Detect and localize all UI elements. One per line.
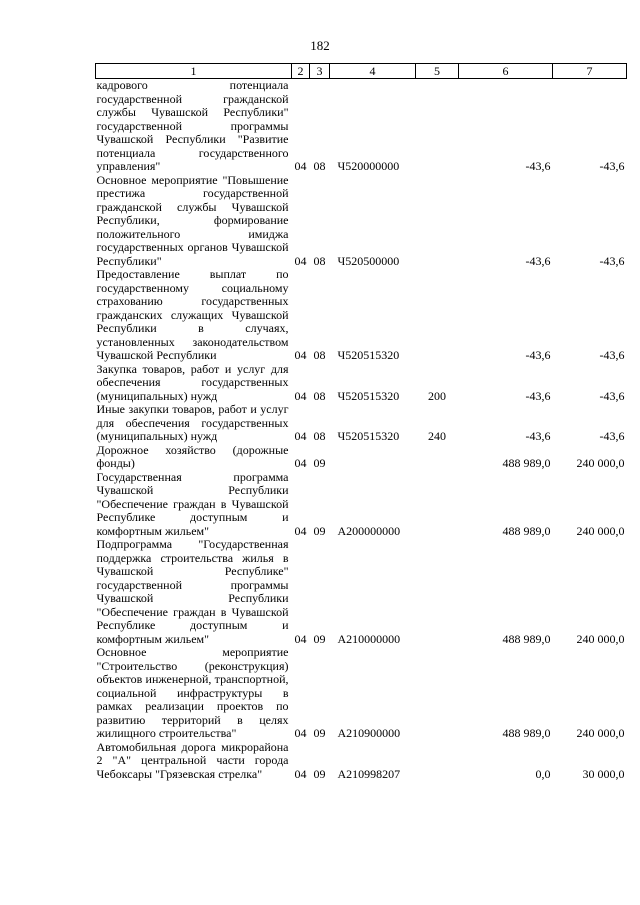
table-row <box>96 79 627 174</box>
row-section: 04 <box>294 766 307 781</box>
row-subsection: 09 <box>313 523 326 538</box>
row-section: 04 <box>294 388 307 403</box>
row-section: 04 <box>294 523 307 538</box>
row-target-article: А210998207 <box>337 766 401 781</box>
row-name: Основное мероприятие "Строительство (реконструкция) объектов инженерной, транспортной, социальной инфраструктуры в рамках реализации проектов по развитию территорий в целях жилищного строительства" <box>96 645 289 740</box>
table-row <box>96 444 627 471</box>
row-amount-2: 240 000,0 <box>576 456 625 470</box>
row-target-article: Ч520500000 <box>337 253 400 268</box>
row-amount-2: -43,6 <box>599 388 625 403</box>
row-expense-type: 240 <box>428 429 446 443</box>
row-target-article: А210000000 <box>337 631 401 646</box>
row-section: 04 <box>294 253 307 268</box>
row-amount-2: -43,6 <box>599 348 625 362</box>
row-section: 04 <box>294 159 307 173</box>
row-section: 04 <box>294 429 307 443</box>
row-amount-1: 488 989,0 <box>502 523 551 538</box>
row-amount-2: 240 000,0 <box>576 523 625 538</box>
row-name: Автомобильная дорога микрорайона 2 "А" центральной части города Чебоксары "Грязевская стрелка" <box>96 739 289 781</box>
row-amount-1: 0,0 <box>535 766 551 781</box>
row-amount-1: 488 989,0 <box>502 631 551 646</box>
row-amount-2: 30 000,0 <box>582 766 625 781</box>
table-row <box>96 403 627 444</box>
row-amount-1: -43,6 <box>525 429 551 443</box>
row-amount-1: -43,6 <box>525 348 551 362</box>
table-row <box>96 471 627 539</box>
row-target-article: Ч520000000 <box>337 159 400 173</box>
row-expense-type <box>416 741 459 782</box>
header-row <box>96 64 627 79</box>
row-amount-1: 488 989,0 <box>502 726 551 740</box>
row-name: Основное мероприятие "Повышение престижа государственной гражданской службы Чувашской Республики, формирование положительного имиджа государственных органов Чувашской Республики" <box>96 172 289 268</box>
row-name: Подпрограмма "Государственная поддержка строительства жилья в Чувашской Республике" государственной программы Чувашской Республики "Обеспечение граждан в Чувашской Республике доступным и комфортным жильем" <box>96 537 289 646</box>
row-section: 04 <box>294 348 307 362</box>
row-name: Закупка товаров, работ и услуг для обеспечения государственных (муниципальных) нужд <box>96 361 289 403</box>
header-col-2: 2 <box>292 64 310 79</box>
row-name: Дорожное хозяйство (дорожные фонды) <box>96 442 289 470</box>
row-expense-type <box>416 471 459 539</box>
row-target-article <box>330 444 416 471</box>
header-col-3: 3 <box>310 64 330 79</box>
row-name: Предоставление выплат по государственному социальному страхованию государственных гражданских служащих Чувашской Республики в случаях, установленных законодательством Чувашской Республики <box>96 267 289 362</box>
row-target-article: Ч520515320 <box>337 348 400 362</box>
row-name: кадрового потенциала государственной гражданской службы Чувашской Республики" государственной программы Чувашской Республики "Развитие потенциала государственного управления" <box>96 78 289 173</box>
row-section: 04 <box>294 456 307 470</box>
table-row <box>96 538 627 646</box>
header-col-6: 6 <box>459 64 553 79</box>
row-expense-type <box>416 444 459 471</box>
row-subsection: 08 <box>313 388 326 403</box>
row-amount-2: -43,6 <box>599 159 625 173</box>
table-row <box>96 268 627 363</box>
page-number: 182 <box>310 38 330 53</box>
row-subsection: 09 <box>313 631 326 646</box>
table-row <box>96 363 627 404</box>
row-name: Государственная программа Чувашской Республики "Обеспечение граждан в Чувашской Республике доступным и комфортным жильем" <box>96 469 289 538</box>
table-body <box>96 79 627 782</box>
row-name: Иные закупки товаров, работ и услуг для обеспечения государственных (муниципальных) нужд <box>96 402 289 443</box>
table-row <box>96 741 627 782</box>
row-subsection: 09 <box>313 456 326 470</box>
row-subsection: 08 <box>313 429 326 443</box>
row-subsection: 08 <box>313 348 326 362</box>
row-expense-type <box>416 174 459 269</box>
row-target-article: А210900000 <box>337 726 401 740</box>
header-col-4: 4 <box>330 64 416 79</box>
row-amount-2: 240 000,0 <box>576 726 625 740</box>
row-expense-type <box>416 268 459 363</box>
row-section: 04 <box>294 631 307 646</box>
row-amount-1: -43,6 <box>525 253 551 268</box>
row-expense-type: 200 <box>428 388 446 403</box>
header-col-1: 1 <box>96 64 292 79</box>
row-amount-2: -43,6 <box>599 429 625 443</box>
row-subsection: 08 <box>313 159 326 173</box>
table-row <box>96 174 627 269</box>
row-subsection: 08 <box>313 253 326 268</box>
header-col-7: 7 <box>553 64 627 79</box>
row-amount-2: -43,6 <box>599 253 625 268</box>
row-target-article: Ч520515320 <box>337 429 400 443</box>
row-expense-type <box>416 646 459 741</box>
table-header <box>96 64 627 79</box>
row-target-article: Ч520515320 <box>337 388 400 403</box>
row-expense-type <box>416 79 459 174</box>
row-amount-1: 488 989,0 <box>502 456 551 470</box>
row-subsection: 09 <box>313 766 326 781</box>
row-expense-type <box>416 538 459 646</box>
row-section: 04 <box>294 726 307 740</box>
row-target-article: А200000000 <box>337 523 401 538</box>
budget-table <box>95 63 627 781</box>
row-subsection: 09 <box>313 726 326 740</box>
header-col-5: 5 <box>416 64 459 79</box>
row-amount-1: -43,6 <box>525 159 551 173</box>
table-row <box>96 646 627 741</box>
row-amount-2: 240 000,0 <box>576 631 625 646</box>
row-amount-1: -43,6 <box>525 388 551 403</box>
